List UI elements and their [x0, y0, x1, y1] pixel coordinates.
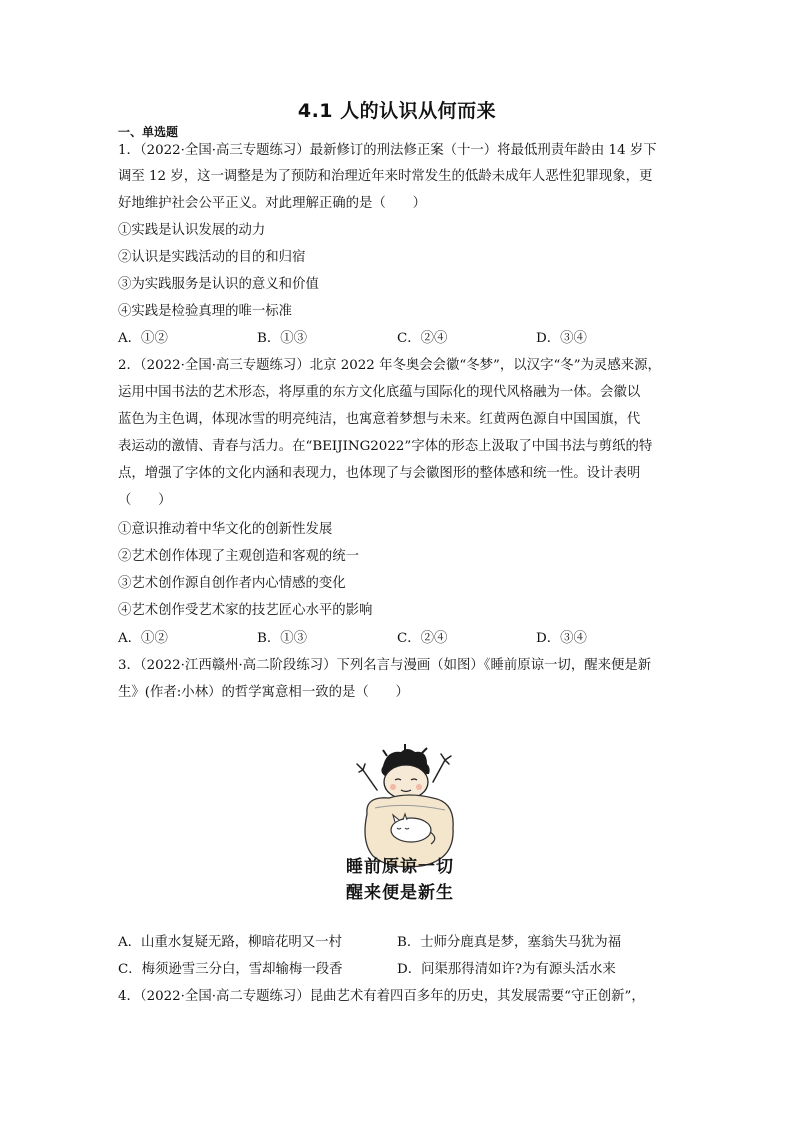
cartoon-caption-line-1: 睡前原谅一切 — [346, 857, 454, 877]
q1-item-3: ③为实践服务是认识的意义和价值 — [118, 277, 319, 292]
q2-item-1: ①意识推动着中华文化的创新性发展 — [118, 522, 333, 537]
q2-line-5: 点，增强了字体的文化内涵和表现力，也体现了与会徽图形的整体感和统一性。设计表明 — [118, 466, 641, 481]
q2-option-a: A．①② — [118, 631, 168, 646]
q2-line-1: 2．（2022·全国·高三专题练习）北京 2022 年冬奥会会徽“冬梦”，以汉字“冬”为灵感来源， — [118, 358, 661, 373]
q2-option-d: D．③④ — [536, 631, 587, 646]
q1-item-1: ①实践是认识发展的动力 — [118, 223, 266, 238]
cartoon-caption-line-2: 醒来便是新生 — [346, 883, 454, 903]
q3-option-c: C．梅须逊雪三分白，雪却输梅一段香 — [118, 962, 343, 977]
q1-item-2: ②认识是实践活动的目的和归宿 — [118, 250, 306, 265]
q3-option-b: B．士师分鹿真是梦，塞翁失马犹为福 — [397, 935, 622, 950]
q1-line-2: 调至 12 岁，这一调整是为了预防和治理近年来时常发生的低龄未成年人恶性犯罪现象，更 — [118, 169, 653, 184]
q3-line-2: 生》(作者:小林）的哲学寓意相一致的是（ ） — [118, 685, 409, 700]
q1-item-4: ④实践是检验真理的唯一标准 — [118, 304, 293, 319]
q2-line-3: 蓝色为主色调，体现冰雪的明亮纯洁，也寓意着梦想与未来。红黄两色源自中国国旗，代 — [118, 412, 641, 427]
q2-line-4: 表运动的激情、青春与活力。在“BEIJING2022”字体的形态上汲取了中国书法与剪纸的特 — [118, 439, 653, 454]
q2-option-b: B．①③ — [257, 631, 308, 646]
q2-line-2: 运用中国书法的艺术形态，将厚重的东方文化底蕴与国际化的现代风格融为一体。会徽以 — [118, 385, 641, 400]
page-title: 4.1 人的认识从何而来 — [297, 100, 497, 122]
section-heading: 一、单选题 — [118, 125, 179, 139]
q1-line-3: 好地维护社会公平正义。对此理解正确的是（ ） — [118, 196, 426, 211]
q2-item-4: ④艺术创作受艺术家的技艺匠心水平的影响 — [118, 603, 373, 618]
q1-option-a: A．①② — [118, 331, 168, 346]
q1-option-b: B．①③ — [257, 331, 308, 346]
q2-item-3: ③艺术创作源自创作者内心情感的变化 — [118, 576, 346, 591]
q2-option-c: C．②④ — [397, 631, 448, 646]
q3-option-d: D．问渠那得清如许?为有源头活水来 — [397, 962, 616, 977]
q1-line-1: 1．（2022·全国·高三专题练习）最新修订的刑法修正案（十一）将最低刑责年龄由 14 岁下 — [118, 143, 657, 158]
q3-option-a: A．山重水复疑无路，柳暗花明又一村 — [118, 935, 342, 950]
q2-line-6: （ ） — [118, 493, 172, 508]
q4-line-1: 4．（2022·全国·高二专题练习）昆曲艺术有着四百多年的历史，其发展需要“守正创新”， — [118, 989, 645, 1004]
q3-line-1: 3．（2022·江西赣州·高二阶段练习）下列名言与漫画（如图）《睡前原谅一切，醒来便是新 — [118, 658, 652, 673]
q1-option-d: D．③④ — [536, 331, 587, 346]
q1-option-c: C．②④ — [397, 331, 448, 346]
q2-item-2: ②艺术创作体现了主观创造和客观的统一 — [118, 549, 360, 564]
